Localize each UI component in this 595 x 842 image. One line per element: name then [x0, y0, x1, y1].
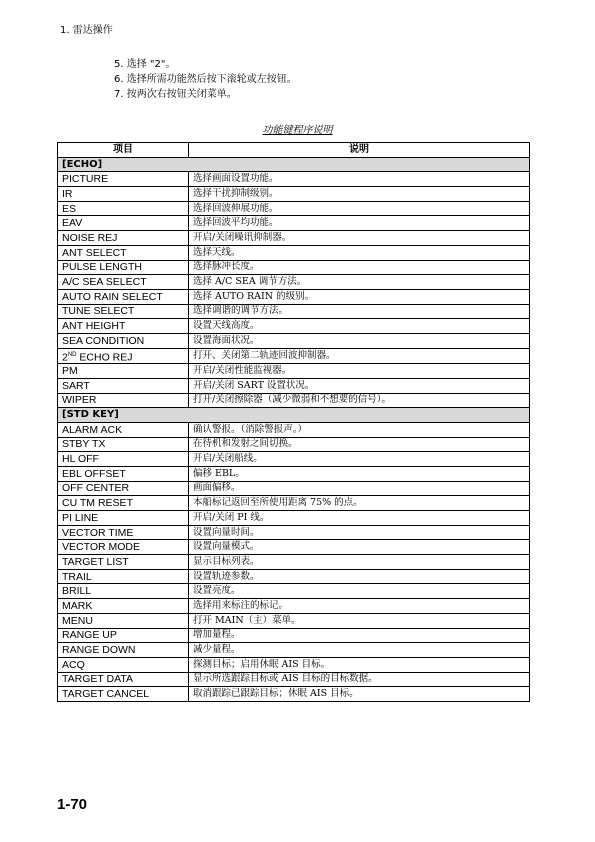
description-cell: 设置向量模式。: [189, 540, 530, 555]
description-cell: 增加量程。: [189, 628, 530, 643]
key-name-cell: TARGET CANCEL: [58, 687, 189, 702]
description-cell: 选择调谐的调节方法。: [189, 304, 530, 319]
description-cell: 开启/关闭船线。: [189, 452, 530, 467]
key-name-cell: CU TM RESET: [58, 496, 189, 511]
key-name-cell: A/C SEA SELECT: [58, 275, 189, 290]
table-row: [58, 304, 530, 319]
key-name-cell: TUNE SELECT: [58, 304, 189, 319]
description-cell: 减少量程。: [189, 643, 530, 658]
section-label: [ECHO]: [58, 157, 530, 172]
table-row: [58, 628, 530, 643]
key-name-cell: VECTOR MODE: [58, 540, 189, 555]
key-name-cell: MARK: [58, 599, 189, 614]
table-row: [58, 569, 530, 584]
key-name-cell: ES: [58, 201, 189, 216]
key-name-cell: ANT SELECT: [58, 245, 189, 260]
description-cell: 取消跟踪已跟踪目标；休眠 AIS 目标。: [189, 687, 530, 702]
table-header-row: [58, 143, 530, 158]
description-cell: 探测目标；启用休眠 AIS 目标。: [189, 657, 530, 672]
table-row: [58, 319, 530, 334]
table-row: [58, 333, 530, 348]
description-cell: 选择 A/C SEA 调节方法。: [189, 275, 530, 290]
table-row: [58, 289, 530, 304]
key-name-suffix: ECHO REJ: [76, 351, 133, 364]
running-header: 1. 雷达操作: [60, 25, 113, 36]
description-cell: 选择用来标注的标记。: [189, 599, 530, 614]
table-row: [58, 422, 530, 437]
table-row: [58, 584, 530, 599]
page-number: 1-70: [57, 796, 88, 813]
table-row: [58, 672, 530, 687]
step-item: 7. 按两次右按钮关闭菜单。: [114, 89, 237, 100]
key-name-cell: SART: [58, 378, 189, 393]
table-row: [58, 378, 530, 393]
table-row: [58, 187, 530, 202]
key-name-cell: AUTO RAIN SELECT: [58, 289, 189, 304]
description-cell: 画面偏移。: [189, 481, 530, 496]
description-cell: 选择干扰抑制级别。: [189, 187, 530, 202]
table-row: [58, 393, 530, 408]
key-name-cell: BRILL: [58, 584, 189, 599]
table-row: [58, 364, 530, 379]
key-name-cell: RANGE UP: [58, 628, 189, 643]
key-name-cell: RANGE DOWN: [58, 643, 189, 658]
table-row: [58, 657, 530, 672]
section-label: [STD KEY]: [58, 408, 530, 423]
table-row: [58, 216, 530, 231]
description-cell: 设置亮度。: [189, 584, 530, 599]
table-row: [58, 466, 530, 481]
key-name-cell: HL OFF: [58, 452, 189, 467]
description-cell: 设置天线高度。: [189, 319, 530, 334]
table-row: [58, 172, 530, 187]
key-name-cell: PM: [58, 364, 189, 379]
description-cell: 设置向量时间。: [189, 525, 530, 540]
description-cell: 打开 MAIN（主）菜单。: [189, 613, 530, 628]
step-item: 5. 选择 "2"。: [114, 59, 176, 70]
table-row: [58, 231, 530, 246]
key-name-cell: NOISE REJ: [58, 231, 189, 246]
description-cell: 在待机和发射之间切换。: [189, 437, 530, 452]
key-name-cell: STBY TX: [58, 437, 189, 452]
step-item: 6. 选择所需功能然后按下滚轮或左按钮。: [114, 74, 297, 85]
table-row: [58, 452, 530, 467]
table-row: [58, 201, 530, 216]
description-cell: 选择画面设置功能。: [189, 172, 530, 187]
step-list: [114, 57, 297, 102]
section-row: [58, 157, 530, 172]
description-cell: 偏移 EBL。: [189, 466, 530, 481]
key-name-cell: VECTOR TIME: [58, 525, 189, 540]
table-row: [58, 540, 530, 555]
table-row: [58, 496, 530, 511]
description-cell: 选择 AUTO RAIN 的级别。: [189, 289, 530, 304]
key-name-cell: PI LINE: [58, 511, 189, 526]
table-row: [58, 348, 530, 364]
table-row: [58, 555, 530, 570]
key-name-cell: OFF CENTER: [58, 481, 189, 496]
table-row: [58, 245, 530, 260]
description-cell: 显示目标列表。: [189, 555, 530, 570]
description-cell: 开启/关闭 SART 设置状况。: [189, 378, 530, 393]
table-row: [58, 599, 530, 614]
description-cell: 开启/关闭性能监视器。: [189, 364, 530, 379]
key-name-superscript: ND: [67, 351, 77, 358]
table-row: [58, 643, 530, 658]
key-name-cell: WIPER: [58, 393, 189, 408]
description-cell: 选择天线。: [189, 245, 530, 260]
key-name-cell: MENU: [58, 613, 189, 628]
table-row: [58, 687, 530, 702]
description-cell: 选择回波伸展功能。: [189, 201, 530, 216]
key-name-cell: TARGET DATA: [58, 672, 189, 687]
section-row: [58, 408, 530, 423]
column-header-description: 说明: [189, 143, 530, 158]
table-row: [58, 525, 530, 540]
key-name-cell: ACQ: [58, 657, 189, 672]
key-name-cell: ALARM ACK: [58, 422, 189, 437]
description-cell: 开启/关闭噪讯抑制器。: [189, 231, 530, 246]
description-cell: 打开、关闭第二轨迹回波抑制器。: [189, 348, 530, 364]
column-header-item: 项目: [58, 143, 189, 158]
description-cell: 选择脉冲长度。: [189, 260, 530, 275]
table-row: [58, 260, 530, 275]
key-name-cell: [58, 348, 189, 364]
table-row: [58, 481, 530, 496]
description-cell: 打开/关闭擦除器（减少微弱和不想要的信号）。: [189, 393, 530, 408]
key-name-prefix: 2: [62, 351, 68, 364]
key-name-cell: PULSE LENGTH: [58, 260, 189, 275]
description-cell: 开启/关闭 PI 线。: [189, 511, 530, 526]
description-cell: 确认警报。（消除警报声。）: [189, 422, 530, 437]
description-cell: 选择回波平均功能。: [189, 216, 530, 231]
table-row: [58, 275, 530, 290]
description-cell: 设置轨迹参数。: [189, 569, 530, 584]
key-name-cell: SEA CONDITION: [58, 333, 189, 348]
description-cell: 本船标记返回至所使用距离 75% 的点。: [189, 496, 530, 511]
table-row: [58, 511, 530, 526]
key-name-cell: EBL OFFSET: [58, 466, 189, 481]
description-cell: 显示所选跟踪目标或 AIS 目标的目标数据。: [189, 672, 530, 687]
table-row: [58, 613, 530, 628]
table-body: [58, 157, 530, 701]
key-name-cell: TRAIL: [58, 569, 189, 584]
key-name-cell: ANT HEIGHT: [58, 319, 189, 334]
table-row: [58, 437, 530, 452]
key-name-cell: IR: [58, 187, 189, 202]
key-name-cell: EAV: [58, 216, 189, 231]
key-name-cell: TARGET LIST: [58, 555, 189, 570]
description-cell: 设置海面状况。: [189, 333, 530, 348]
table-caption: 功能键程序说明: [262, 125, 333, 136]
function-key-table: [57, 142, 530, 702]
key-name-cell: PICTURE: [58, 172, 189, 187]
